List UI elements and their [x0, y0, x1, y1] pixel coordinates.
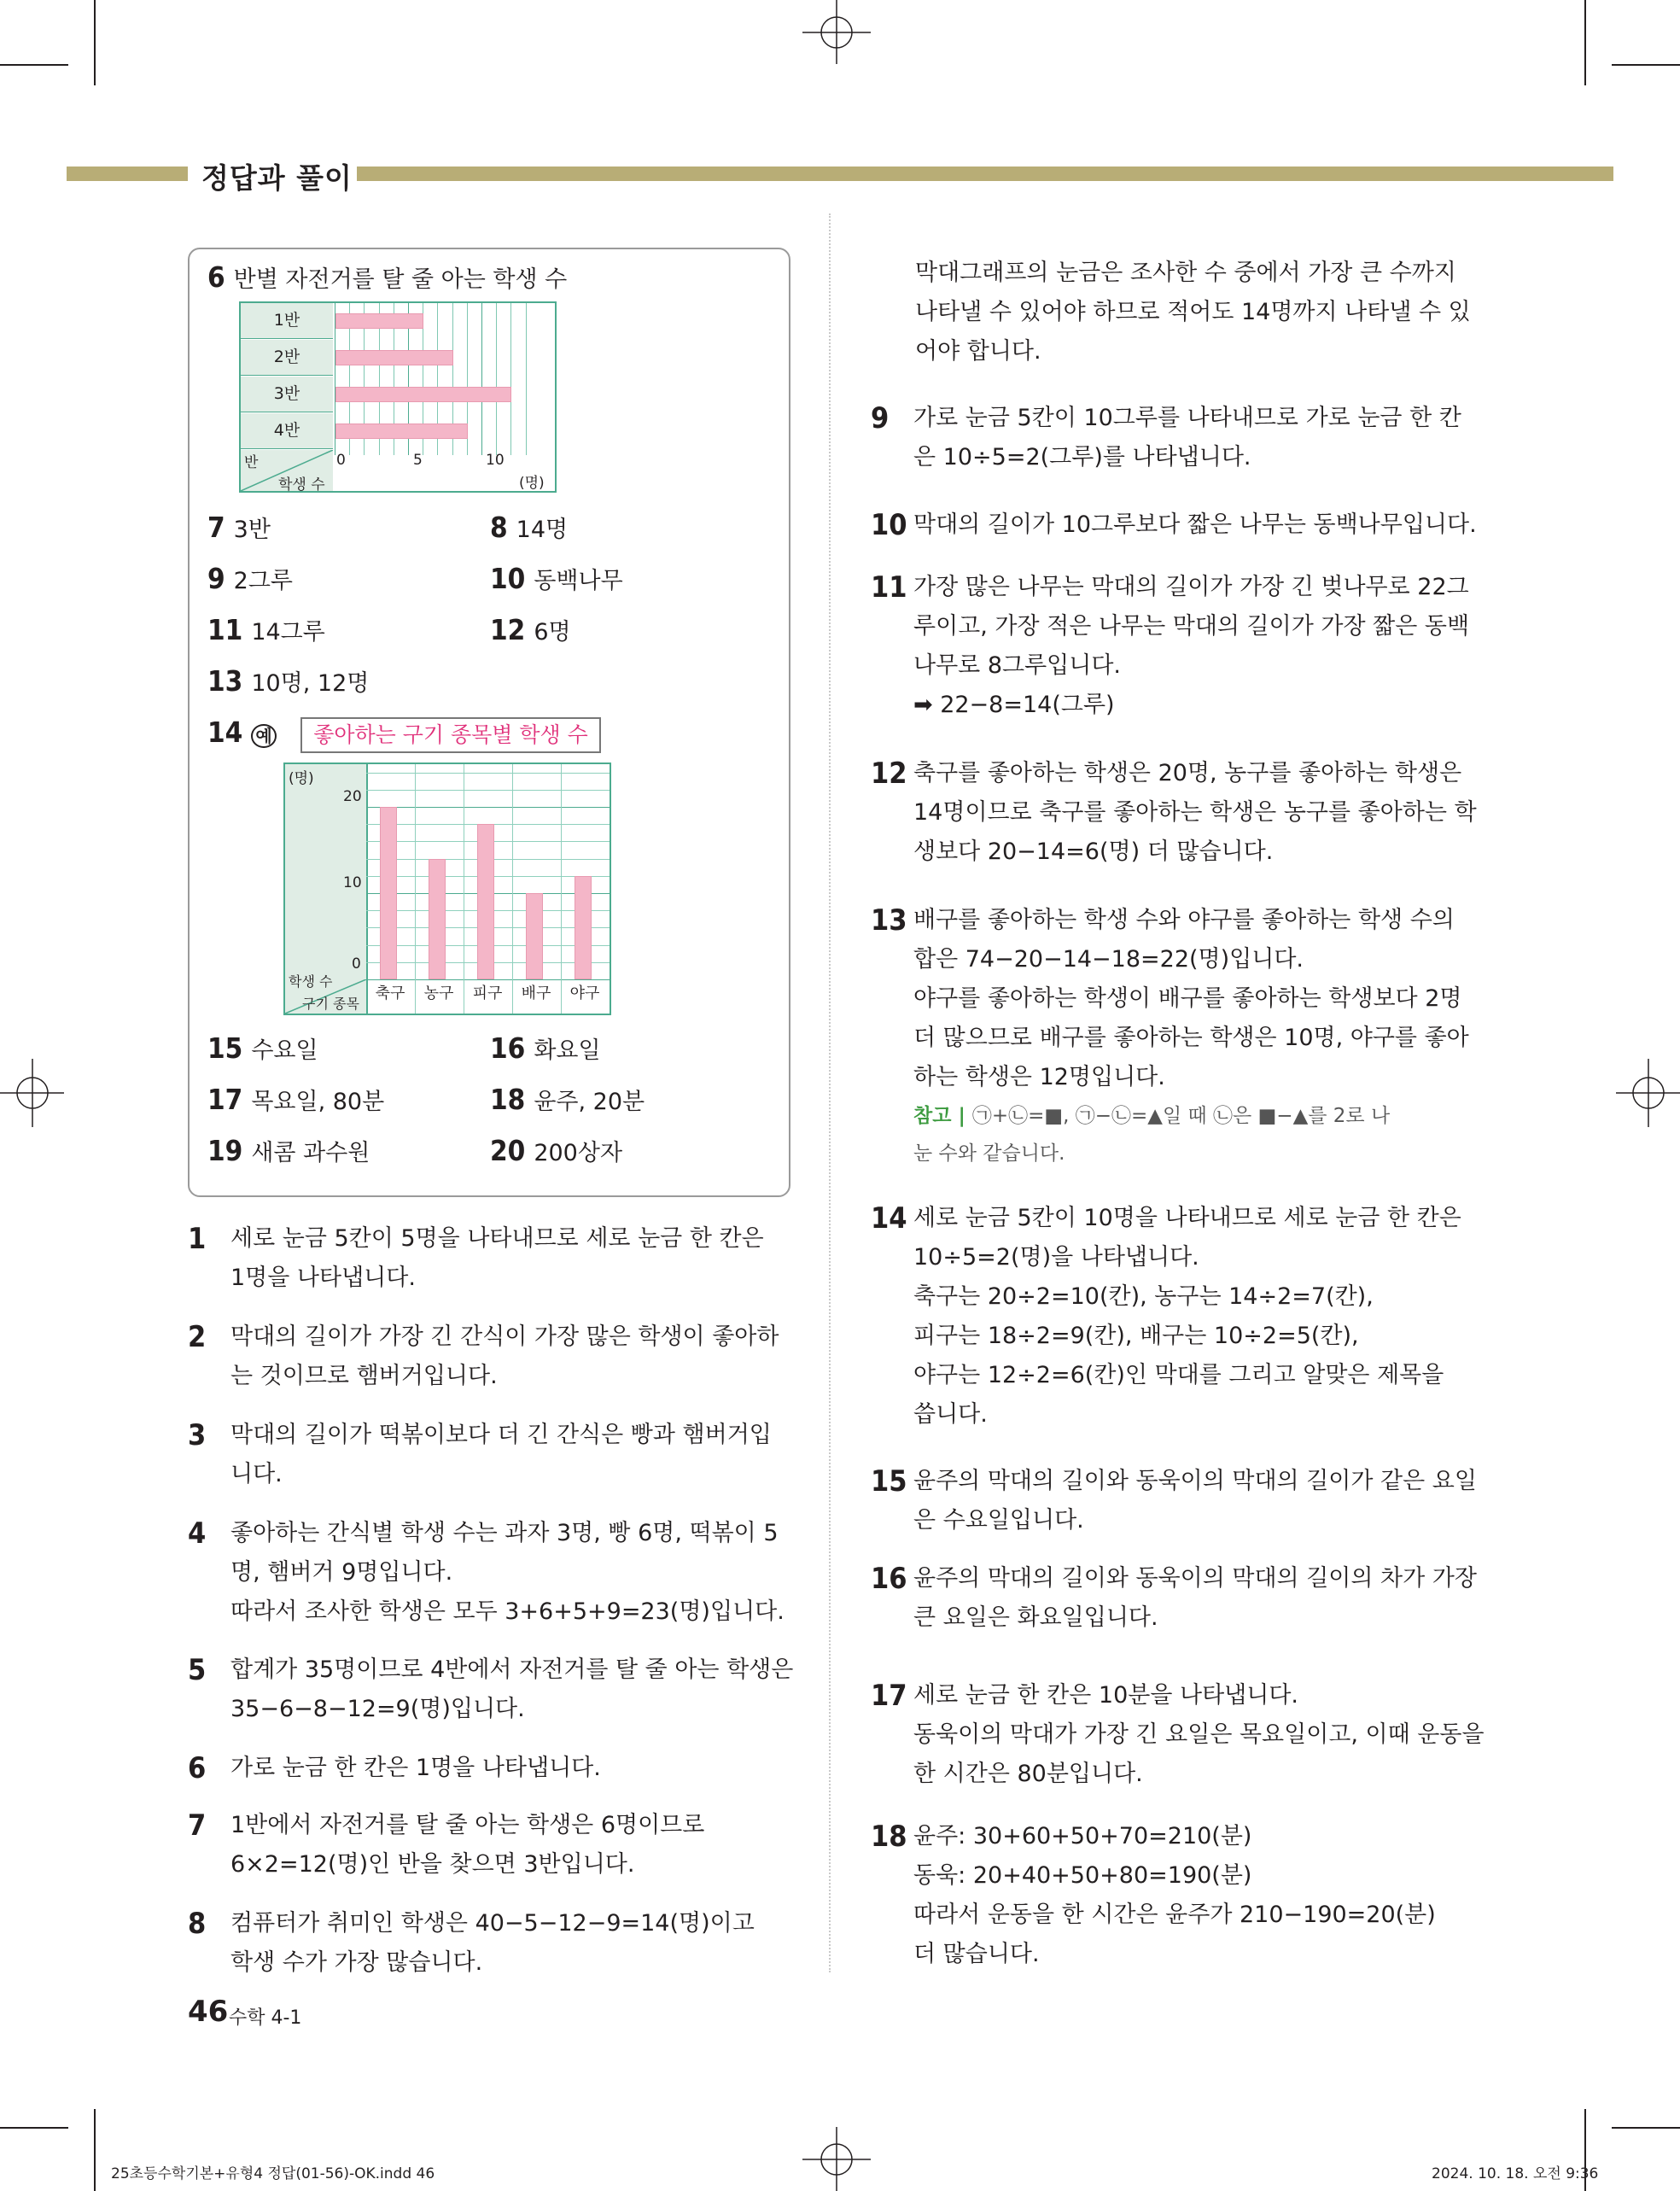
- explanation-line: 은 수요일입니다.: [913, 1507, 1084, 1534]
- explanation-line: 합은 74−20−14−18=22(명)입니다.: [913, 946, 1304, 973]
- answer-19: 19 새콤 과수원: [207, 1134, 370, 1167]
- explanation-line: 더 많으므로 배구를 좋아하는 학생은 10명, 야구를 좋아: [913, 1025, 1469, 1051]
- explanation-line: 더 많습니다.: [913, 1941, 1040, 1967]
- question-number: 16: [871, 1562, 907, 1596]
- explanation-line: 컴퓨터가 취미인 학생은 40−5−12−9=14(명)이고: [230, 1910, 755, 1937]
- tick-label: 2반: [241, 340, 333, 376]
- explanation-line: 니다.: [230, 1461, 283, 1487]
- tick-label: 배구: [521, 984, 551, 1002]
- answer-17: 17 목요일, 80분: [207, 1083, 385, 1116]
- explanation-line: 야구는 12÷2=6(칸)인 막대를 그리고 알맞은 제목을: [913, 1362, 1444, 1388]
- tick-label: 3반: [241, 377, 333, 412]
- tick-label: 1반: [241, 303, 333, 339]
- explanation-15: [871, 1462, 1622, 1540]
- corner-label-bottom: 학생 수: [278, 476, 325, 494]
- note-13: 참고 | ㉠+㉡=■, ㉠−㉡=▲일 때 ㉡은 ■−▲를 2로 나 눈 수와 같습니다.: [913, 1105, 1391, 1165]
- answer-13: 13 10명, 12명: [207, 664, 370, 698]
- answer-12: 12 6명: [490, 613, 571, 646]
- tick-label: 0: [336, 452, 346, 469]
- axis-unit: (명): [519, 475, 545, 492]
- explanation-line: 나무로 8그루입니다.: [913, 652, 1121, 679]
- explanation-line: 따라서 조사한 학생은 모두 3+6+5+9=23(명)입니다.: [230, 1598, 785, 1625]
- note-text: 눈 수와 같습니다.: [913, 1142, 1065, 1165]
- question-number: 9: [871, 401, 890, 435]
- explanation-line: 나타낼 수 있어야 하므로 적어도 14명까지 나타낼 수 있: [915, 299, 1471, 325]
- page-number: 46: [188, 1995, 229, 2029]
- explanation-8: [188, 1904, 939, 1983]
- tick-label: 4반: [241, 413, 333, 449]
- explanation-9: [871, 399, 1622, 477]
- grid-line: [366, 790, 610, 791]
- explanation-line: 축구는 20÷2=10(칸), 농구는 14÷2=7(칸),: [913, 1283, 1374, 1310]
- answer-11: 11 14그루: [207, 613, 325, 646]
- corner-label-top: 반: [244, 454, 259, 471]
- tick-label: 0: [352, 955, 361, 973]
- explanation-line: 동욱이의 막대가 가장 긴 요일은 목요일이고, 이때 운동을: [913, 1721, 1485, 1748]
- crop-mark: [0, 2127, 68, 2129]
- corner-label-bottom: 구기 종목: [302, 996, 359, 1012]
- header-bar-right: [357, 167, 1613, 181]
- explanation-line: 어야 합니다.: [915, 338, 1041, 365]
- grid-line: [561, 764, 562, 1014]
- question-number: 1: [188, 1222, 207, 1256]
- answer-6-title: [207, 260, 567, 294]
- crop-mark: [1584, 0, 1586, 85]
- explanation-8-continued: [872, 254, 1471, 371]
- print-date: 2024. 10. 18. 오전 9:36: [1432, 2165, 1599, 2182]
- explanation-line: 야구를 좋아하는 학생이 배구를 좋아하는 학생보다 2명: [913, 985, 1462, 1012]
- explanation-line: 배구를 좋아하는 학생 수와 야구를 좋아하는 학생 수의: [913, 907, 1455, 933]
- answer-18: 18 윤주, 20분: [490, 1083, 645, 1116]
- explanation-line: 루이고, 가장 적은 나무는 막대의 길이가 가장 짧은 동백: [913, 613, 1470, 640]
- explanation-12: [871, 754, 1622, 872]
- explanation-line: 따라서 운동을 한 시간은 윤주가 210−190=20(분): [913, 1902, 1436, 1928]
- bar-chart-bicycle: [239, 301, 557, 493]
- answer-10: 10 동백나무: [490, 562, 623, 595]
- tick-label: 피구: [472, 984, 503, 1002]
- book-title: 수학 4-1: [229, 2007, 302, 2029]
- explanation-17: [871, 1676, 1622, 1794]
- crop-mark: [94, 0, 96, 85]
- explanation-line: 막대의 길이가 가장 긴 간식이 가장 많은 학생이 좋아하: [230, 1323, 779, 1350]
- chart-bar: [477, 824, 494, 979]
- crop-mark: [1612, 64, 1680, 66]
- explanation-10: [871, 505, 1622, 545]
- explanation-line: 학생 수가 가장 많습니다.: [230, 1949, 483, 1976]
- explanation-line: 한 시간은 80분입니다.: [913, 1761, 1143, 1787]
- tick-label: 5: [413, 452, 423, 469]
- explanation-line: 1반에서 자전거를 탈 줄 아는 학생은 6명이므로: [230, 1812, 705, 1838]
- tick-label: 20: [343, 788, 362, 805]
- grid-line: [481, 303, 482, 455]
- tick-label: 야구: [569, 984, 600, 1002]
- explanation-line: 윤주의 막대의 길이와 동욱이의 막대의 길이가 같은 요일: [913, 1468, 1477, 1494]
- grid-line: [496, 303, 497, 455]
- explanation-line: 축구를 좋아하는 학생은 20명, 농구를 좋아하는 학생은: [913, 760, 1462, 786]
- question-number: 2: [188, 1320, 207, 1354]
- grid-line: [512, 764, 513, 1014]
- explanation-line: 합계가 35명이므로 4반에서 자전거를 탈 줄 아는 학생은: [230, 1656, 794, 1683]
- explanation-line: 세로 눈금 한 칸은 10분을 나타냅니다.: [913, 1682, 1298, 1709]
- corner-label-top: 학생 수: [289, 973, 333, 990]
- explanation-line: 35−6−8−12=9(명)입니다.: [230, 1696, 525, 1722]
- explanation-line: 14명이므로 축구를 좋아하는 학생은 농구를 좋아하는 학: [913, 799, 1477, 826]
- question-number: 15: [871, 1464, 907, 1499]
- explanation-5: [188, 1651, 939, 1729]
- grid-line: [366, 773, 610, 774]
- answer-7: 7 3반: [207, 511, 271, 544]
- explanation-line: 막대의 길이가 떡볶이보다 더 긴 간식은 빵과 햄버거입: [230, 1422, 772, 1448]
- explanation-3: [188, 1416, 939, 1494]
- registration-mark-icon: [802, 0, 871, 64]
- explanation-line: 10÷5=2(명)을 나타냅니다.: [913, 1244, 1199, 1271]
- question-number: 7: [188, 1808, 207, 1843]
- answer-14-label: 14 예: [207, 716, 277, 749]
- tick-label: 10: [343, 874, 362, 891]
- answer-20: 20 200상자: [490, 1134, 623, 1167]
- registration-mark-icon: [0, 1059, 64, 1127]
- question-number: 6: [188, 1751, 207, 1785]
- question-number: 4: [188, 1516, 207, 1551]
- page-title: 정답과 풀이: [201, 161, 353, 195]
- note-label: 참고: [913, 1105, 952, 1127]
- explanation-14: [871, 1199, 1622, 1434]
- explanation-16: [871, 1559, 1622, 1638]
- tick-label: 축구: [375, 984, 405, 1002]
- explanation-4: [188, 1514, 939, 1632]
- explanation-1: [188, 1219, 939, 1298]
- chart-bar: [335, 424, 468, 439]
- explanation-line: 하는 학생은 12명입니다.: [913, 1064, 1165, 1090]
- explanation-2: [188, 1318, 939, 1396]
- chart-title: 좋아하는 구기 종목별 학생 수: [300, 717, 601, 753]
- grid-line: [526, 303, 527, 455]
- grid-line: [415, 764, 416, 1014]
- explanation-18: [871, 1817, 1622, 1974]
- tick-label: 농구: [423, 984, 454, 1002]
- explanation-line: 가로 눈금 5칸이 10그루를 나타내므로 가로 눈금 한 칸: [913, 405, 1461, 431]
- explanation-line: 좋아하는 간식별 학생 수는 과자 3명, 빵 6명, 떡볶이 5: [230, 1520, 779, 1546]
- explanation-line: 막대의 길이가 10그루보다 짧은 나무는 동백나무입니다.: [913, 511, 1477, 538]
- grid-line: [366, 807, 610, 808]
- question-number: 8: [188, 1907, 207, 1941]
- explanation-line: ➡ 22−8=14(그루): [913, 692, 1115, 718]
- registration-mark-icon: [802, 2127, 871, 2191]
- note-text: ㉠+㉡=■, ㉠−㉡=▲일 때 ㉡은 ■−▲를 2로 나: [971, 1105, 1391, 1127]
- explanation-line: 윤주의 막대의 길이와 동욱이의 막대의 길이의 차가 가장: [913, 1565, 1477, 1592]
- header-bar-left: [67, 167, 188, 181]
- question-number: 10: [871, 508, 907, 542]
- chart-bar: [335, 313, 423, 329]
- explanation-line: 가로 눈금 한 칸은 1명을 나타냅니다.: [230, 1755, 601, 1781]
- chart-title: 반별 자전거를 탈 줄 아는 학생 수: [233, 266, 568, 293]
- chart-bar: [526, 893, 543, 979]
- explanation-11: [871, 568, 1622, 725]
- explanation-line: 는 것이므로 햄버거입니다.: [230, 1363, 498, 1389]
- explanation-line: 막대그래프의 눈금은 조사한 수 중에서 가장 큰 수까지: [915, 260, 1456, 286]
- answer-16: 16 화요일: [490, 1031, 601, 1065]
- question-number: 13: [871, 903, 907, 938]
- explanation-13: [871, 901, 1622, 1172]
- explanation-line: 씁니다.: [913, 1401, 988, 1428]
- grid-line: [510, 303, 511, 455]
- chart-bar: [380, 807, 397, 979]
- chart-bar: [335, 350, 453, 365]
- explanation-7: [188, 1806, 939, 1884]
- tick-label: 10: [486, 452, 505, 469]
- grid-line: [366, 979, 610, 980]
- chart-bar: [335, 387, 511, 402]
- crop-mark: [94, 2109, 96, 2191]
- question-number: 12: [871, 757, 907, 791]
- question-number: 18: [871, 1820, 907, 1854]
- question-number: 3: [188, 1418, 207, 1452]
- explanation-line: 윤주: 30+60+50+70=210(분): [913, 1823, 1252, 1849]
- explanation-line: 세로 눈금 5칸이 10명을 나타내므로 세로 눈금 한 칸은: [913, 1205, 1461, 1231]
- chart-bar: [575, 876, 592, 979]
- crop-mark: [1612, 2127, 1680, 2129]
- explanation-line: 명, 햄버거 9명입니다.: [230, 1559, 453, 1586]
- question-number: 14: [871, 1201, 907, 1236]
- explanation-line: 은 10÷5=2(그루)를 나타냅니다.: [913, 444, 1251, 470]
- question-number: 11: [871, 570, 907, 605]
- print-file-info: 25초등수학기본+유형4 정답(01-56)-OK.indd 46: [111, 2165, 435, 2182]
- explanation-line: 큰 요일은 화요일입니다.: [913, 1604, 1158, 1631]
- answer-15: 15 수요일: [207, 1031, 318, 1065]
- registration-mark-icon: [1616, 1059, 1680, 1127]
- example-mark: 예: [251, 724, 276, 748]
- question-number: 6: [207, 260, 225, 294]
- explanation-line: 1명을 나타냅니다.: [230, 1265, 416, 1291]
- question-number: 5: [188, 1653, 207, 1687]
- crop-mark: [0, 64, 68, 66]
- axis-unit: (명): [289, 770, 314, 787]
- explanation-line: 피구는 18÷2=9(칸), 배구는 10÷2=5(칸),: [913, 1323, 1359, 1349]
- explanation-line: 동욱: 20+40+50+80=190(분): [913, 1862, 1252, 1889]
- bar-chart-ball-sports: [283, 762, 611, 1015]
- explanation-line: 가장 많은 나무는 막대의 길이가 가장 긴 벚나무로 22그: [913, 574, 1469, 600]
- explanation-6: [188, 1749, 939, 1788]
- chart-bar: [429, 859, 446, 979]
- answer-9: 9 2그루: [207, 562, 294, 595]
- explanation-line: 6×2=12(명)인 반을 찾으면 3반입니다.: [230, 1851, 635, 1878]
- explanation-line: 생보다 20−14=6(명) 더 많습니다.: [913, 838, 1274, 865]
- question-number: 17: [871, 1679, 907, 1713]
- explanation-line: 세로 눈금 5칸이 5명을 나타내므로 세로 눈금 한 칸은: [230, 1225, 764, 1252]
- answer-8: 8 14명: [490, 511, 569, 544]
